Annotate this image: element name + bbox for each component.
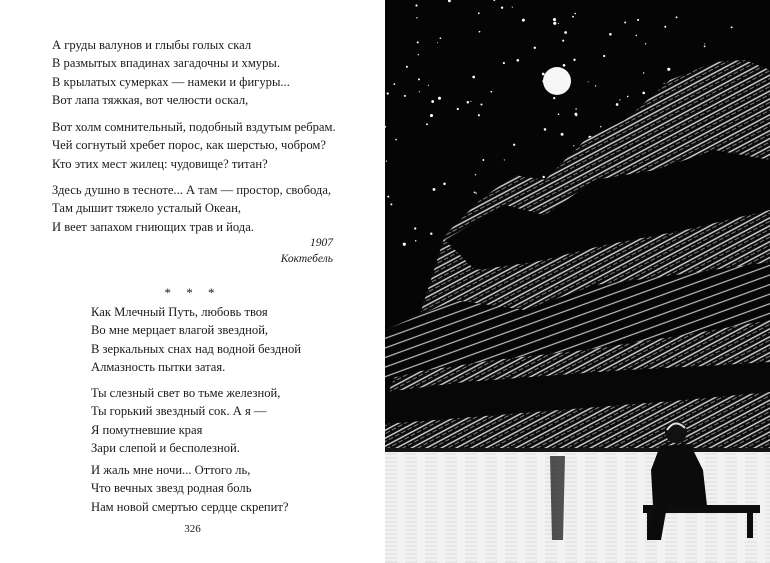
star	[603, 55, 605, 57]
star	[415, 4, 417, 6]
star	[430, 114, 433, 117]
star	[387, 196, 389, 198]
star	[522, 19, 525, 22]
star	[637, 19, 639, 21]
poem-line: Вот лапа тяжкая, вот челюсти оскал,	[52, 93, 249, 108]
star	[475, 174, 476, 175]
poem-line: Там дышит тяжело усталый Океан,	[52, 201, 242, 216]
star	[387, 92, 389, 94]
star	[624, 22, 626, 24]
star	[490, 91, 492, 93]
star	[561, 133, 564, 136]
star	[472, 76, 475, 79]
poem-line: Кто этих мест жилец: чудовище? титан?	[52, 156, 268, 171]
star	[406, 66, 408, 68]
star	[544, 128, 547, 131]
star	[664, 83, 665, 84]
poem1-stanza-1	[52, 36, 290, 110]
star	[643, 72, 644, 73]
star	[457, 108, 459, 110]
star	[558, 113, 560, 115]
poem1-stanza-2	[52, 118, 336, 173]
star	[573, 59, 575, 61]
star	[438, 97, 441, 100]
star	[636, 35, 638, 37]
star	[619, 99, 620, 100]
star	[417, 41, 419, 43]
star	[426, 123, 428, 125]
star	[664, 26, 666, 28]
star	[393, 83, 395, 85]
poem-line: И жаль мне ночи... Оттого ль,	[91, 463, 251, 477]
poem-line: В крылатых сумерках — намеки и фигуры...	[52, 74, 290, 89]
star	[667, 68, 670, 71]
poem-line: Ты слезный свет во тьме железной,	[91, 386, 281, 400]
star	[558, 23, 559, 24]
star	[574, 13, 576, 15]
star	[440, 37, 442, 39]
star	[553, 18, 556, 21]
moon-reflection	[550, 456, 565, 540]
poem-place: Коктебель	[280, 253, 333, 265]
poem2-stanza-1	[91, 303, 301, 377]
poem-line: Ты горький звездный сок. А я —	[91, 404, 267, 419]
page-number: 326	[184, 523, 201, 535]
star	[467, 101, 470, 104]
star	[479, 31, 481, 33]
star	[390, 203, 392, 205]
poem-line: В зеркальных снах над водной бездной	[91, 341, 302, 356]
star	[418, 54, 419, 55]
poem-line: Зари слепой и бесполезной.	[91, 441, 240, 456]
poem-year: 1907	[310, 237, 333, 249]
star	[395, 139, 397, 141]
star	[642, 92, 645, 95]
star	[731, 26, 733, 28]
star	[563, 64, 566, 67]
moon-icon	[543, 67, 571, 95]
star	[704, 43, 705, 44]
star	[504, 159, 505, 160]
star	[542, 176, 544, 178]
star	[478, 114, 480, 116]
star	[572, 16, 574, 18]
star	[575, 114, 577, 116]
star	[475, 193, 476, 194]
poem-line: В размытых впадинах загадочны и хмуры.	[52, 56, 281, 71]
star	[595, 85, 596, 86]
poem-line: Как Млечный Путь, любовь твоя	[91, 305, 268, 319]
star	[404, 95, 406, 97]
poem-line: Здесь душно в тесноте... А там — простор, свобода,	[52, 183, 332, 197]
star	[431, 100, 434, 103]
star	[588, 81, 589, 82]
poem-line: Чей согнутый хребет порос, как шерстью, чобром?	[52, 138, 326, 153]
star	[503, 62, 505, 64]
poem-line: Я помутневшие края	[91, 422, 203, 437]
poem-line: Во мне мерцает влагой звездной,	[91, 323, 269, 338]
star	[480, 103, 482, 105]
star	[609, 33, 612, 36]
star	[416, 17, 417, 18]
star	[414, 227, 416, 229]
poem-line: И веет запахом гниющих трав и йода.	[52, 219, 254, 234]
poem-line: Нам новой смертью сердце скрепит?	[91, 499, 289, 514]
star	[704, 46, 706, 48]
poem-line: Алмазность пытки затая.	[91, 360, 226, 375]
poem-line: А груды валунов и глыбы голых скал	[52, 38, 252, 52]
star	[645, 43, 646, 44]
star	[428, 85, 429, 86]
star	[553, 22, 556, 25]
star	[562, 40, 564, 42]
star	[403, 243, 406, 246]
poem-signature	[281, 235, 333, 267]
star	[542, 73, 545, 76]
section-separator: * * *	[164, 285, 221, 300]
star	[478, 12, 480, 14]
star	[443, 183, 446, 186]
star	[600, 126, 601, 127]
poem-line: Что вечных звезд родная боль	[91, 481, 252, 496]
star	[470, 101, 471, 102]
poem-line: Вот холм сомнительный, подобный вздутым ребрам.	[52, 120, 336, 134]
star	[501, 7, 503, 9]
star	[418, 78, 420, 80]
star	[512, 7, 513, 8]
star	[616, 103, 619, 106]
star	[419, 91, 420, 92]
star	[415, 240, 417, 242]
poem1-stanza-3	[52, 181, 331, 236]
poem2-stanza-3	[91, 461, 289, 516]
star	[437, 42, 438, 43]
star	[516, 59, 519, 62]
star	[474, 192, 476, 194]
star	[573, 145, 574, 146]
star	[513, 144, 515, 146]
night-sea-illustration	[385, 0, 770, 563]
shoreline	[385, 448, 770, 452]
illustration-page	[385, 0, 770, 563]
star	[386, 160, 387, 161]
star	[553, 97, 555, 99]
bench-leg	[747, 512, 753, 538]
star	[534, 47, 536, 49]
star	[564, 31, 567, 34]
poem2-stanza-2	[91, 384, 280, 458]
star	[430, 232, 432, 234]
star	[676, 16, 678, 18]
star	[575, 108, 577, 110]
star	[482, 159, 484, 161]
star	[433, 188, 436, 191]
star	[627, 96, 629, 98]
